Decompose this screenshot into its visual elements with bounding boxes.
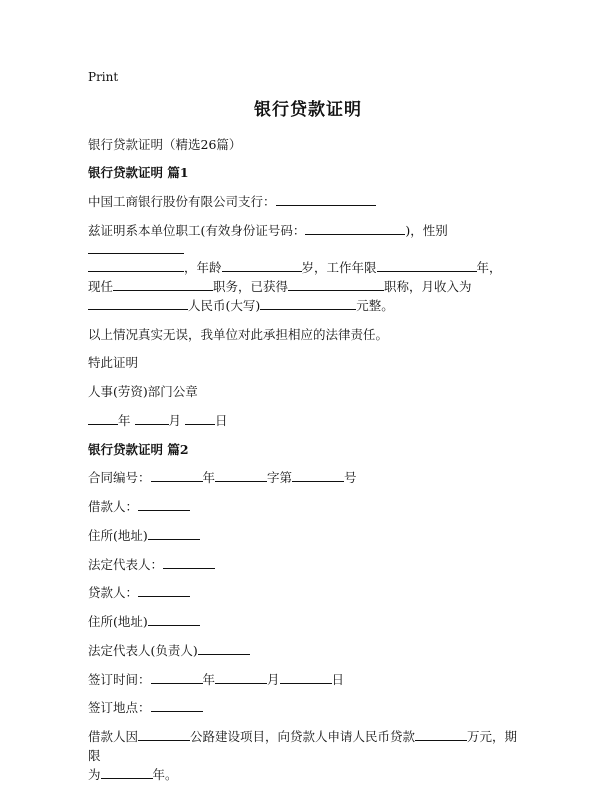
loan-text: 为 xyxy=(88,766,101,782)
section-1-heading: 银行贷款证明 篇1 xyxy=(88,165,189,181)
contract-blank-2 xyxy=(215,469,267,482)
contract-text: 年 xyxy=(202,470,216,486)
loan-purpose-line-2 xyxy=(88,766,528,785)
sign-month-blank xyxy=(215,671,267,684)
section-2-heading: 银行贷款证明 篇2 xyxy=(88,441,189,457)
certification-line-4 xyxy=(88,297,528,316)
print-link[interactable]: Print xyxy=(88,70,119,84)
contract-blank-1 xyxy=(151,469,203,482)
sign-place-blank xyxy=(151,699,203,712)
cert-text: 岁，工作年限 xyxy=(301,260,377,276)
sign-text: 月 xyxy=(267,671,280,687)
cert-text: 现任 xyxy=(88,279,114,294)
lender-line xyxy=(88,584,528,603)
sign-text: 年 xyxy=(202,671,216,687)
cert-text: )，性别 xyxy=(405,222,448,238)
work-years-blank xyxy=(377,259,477,272)
branch-line xyxy=(88,193,528,212)
loan-text: 借款人因 xyxy=(88,729,139,744)
year-blank xyxy=(88,412,118,425)
branch-label: 中国工商银行股份有限公司支行： xyxy=(88,194,276,209)
certification-line-2 xyxy=(88,259,528,278)
sign-place-label: 签订地点： xyxy=(88,700,151,716)
lender-address-line xyxy=(88,613,528,632)
borrower-label: 借款人： xyxy=(88,499,139,514)
lender-label: 贷款人： xyxy=(88,585,139,601)
certification-line-1 xyxy=(88,222,528,260)
contract-number-line xyxy=(88,469,528,488)
term-blank xyxy=(101,766,153,779)
loan-purpose-line-1 xyxy=(88,728,528,766)
guarantee-statement: 以上情况真实无误，我单位对此承担相应的法律责任。 xyxy=(88,326,389,342)
cert-text: 兹证明系本单位职工(有效身份证号码： xyxy=(88,222,306,238)
document-subtitle: 银行贷款证明（精选26篇） xyxy=(88,136,242,152)
cert-text: ，年龄 xyxy=(184,260,222,276)
lender-blank xyxy=(138,584,190,597)
sign-text: 日 xyxy=(331,671,345,687)
cert-text: 职务，已获得 xyxy=(213,279,289,294)
contract-text: 号 xyxy=(344,470,357,486)
id-number-blank xyxy=(305,222,405,235)
lender-address-label: 住所(地址) xyxy=(88,614,148,629)
date-year-label: 年 xyxy=(118,412,131,428)
document-title: 银行贷款证明 xyxy=(254,100,362,120)
cert-text: 元整。 xyxy=(356,297,394,313)
title-blank xyxy=(288,278,384,291)
contract-blank-3 xyxy=(292,469,344,482)
borrower-address-blank xyxy=(148,527,200,540)
loan-text: 万元，期限 xyxy=(88,729,518,763)
legal-rep-line xyxy=(88,556,528,575)
lender-rep-line xyxy=(88,642,528,661)
date-day-label: 日 xyxy=(215,412,228,428)
sign-time-label: 签订时间： xyxy=(88,671,151,687)
cert-text: 人民币(大写) xyxy=(188,297,261,313)
borrower-address-line xyxy=(88,527,528,546)
date-month-label: 月 xyxy=(168,412,182,428)
sign-year-blank xyxy=(151,671,203,684)
age-blank xyxy=(222,259,302,272)
branch-blank xyxy=(276,193,376,206)
loan-text: 年。 xyxy=(152,766,178,782)
borrower-blank xyxy=(138,498,190,511)
income-blank xyxy=(88,297,188,310)
sign-place-line xyxy=(88,699,528,718)
position-blank xyxy=(113,278,213,291)
legal-rep-blank xyxy=(163,556,215,569)
cert-text: 职称，月收入为 xyxy=(384,279,472,294)
gender-blank-cont xyxy=(88,259,184,272)
borrower-address-label: 住所(地址) xyxy=(88,527,148,543)
date-line xyxy=(88,412,528,431)
project-blank xyxy=(138,728,190,741)
day-blank xyxy=(185,412,215,425)
cert-text: 年， xyxy=(476,260,502,276)
lender-rep-label: 法定代表人(负责人) xyxy=(88,642,198,658)
amount-blank xyxy=(415,728,467,741)
document-page xyxy=(88,68,528,794)
special-certification: 特此证明 xyxy=(88,355,139,371)
sign-time-line xyxy=(88,671,528,690)
contract-no-label: 合同编号： xyxy=(88,470,151,486)
borrower-line xyxy=(88,498,528,517)
legal-rep-label: 法定代表人： xyxy=(88,556,164,572)
gender-blank xyxy=(88,241,184,254)
contract-text: 字第 xyxy=(267,470,293,486)
sign-day-blank xyxy=(280,671,332,684)
hr-seal-label: 人事(劳资)部门公章 xyxy=(88,384,198,399)
lender-address-blank xyxy=(148,613,200,626)
month-blank xyxy=(135,412,169,425)
income-words-blank xyxy=(260,297,356,310)
lender-rep-blank xyxy=(198,642,250,655)
loan-text: 公路建设项目，向贷款人申请人民币贷款 xyxy=(190,729,416,744)
certification-line-3 xyxy=(88,278,528,297)
